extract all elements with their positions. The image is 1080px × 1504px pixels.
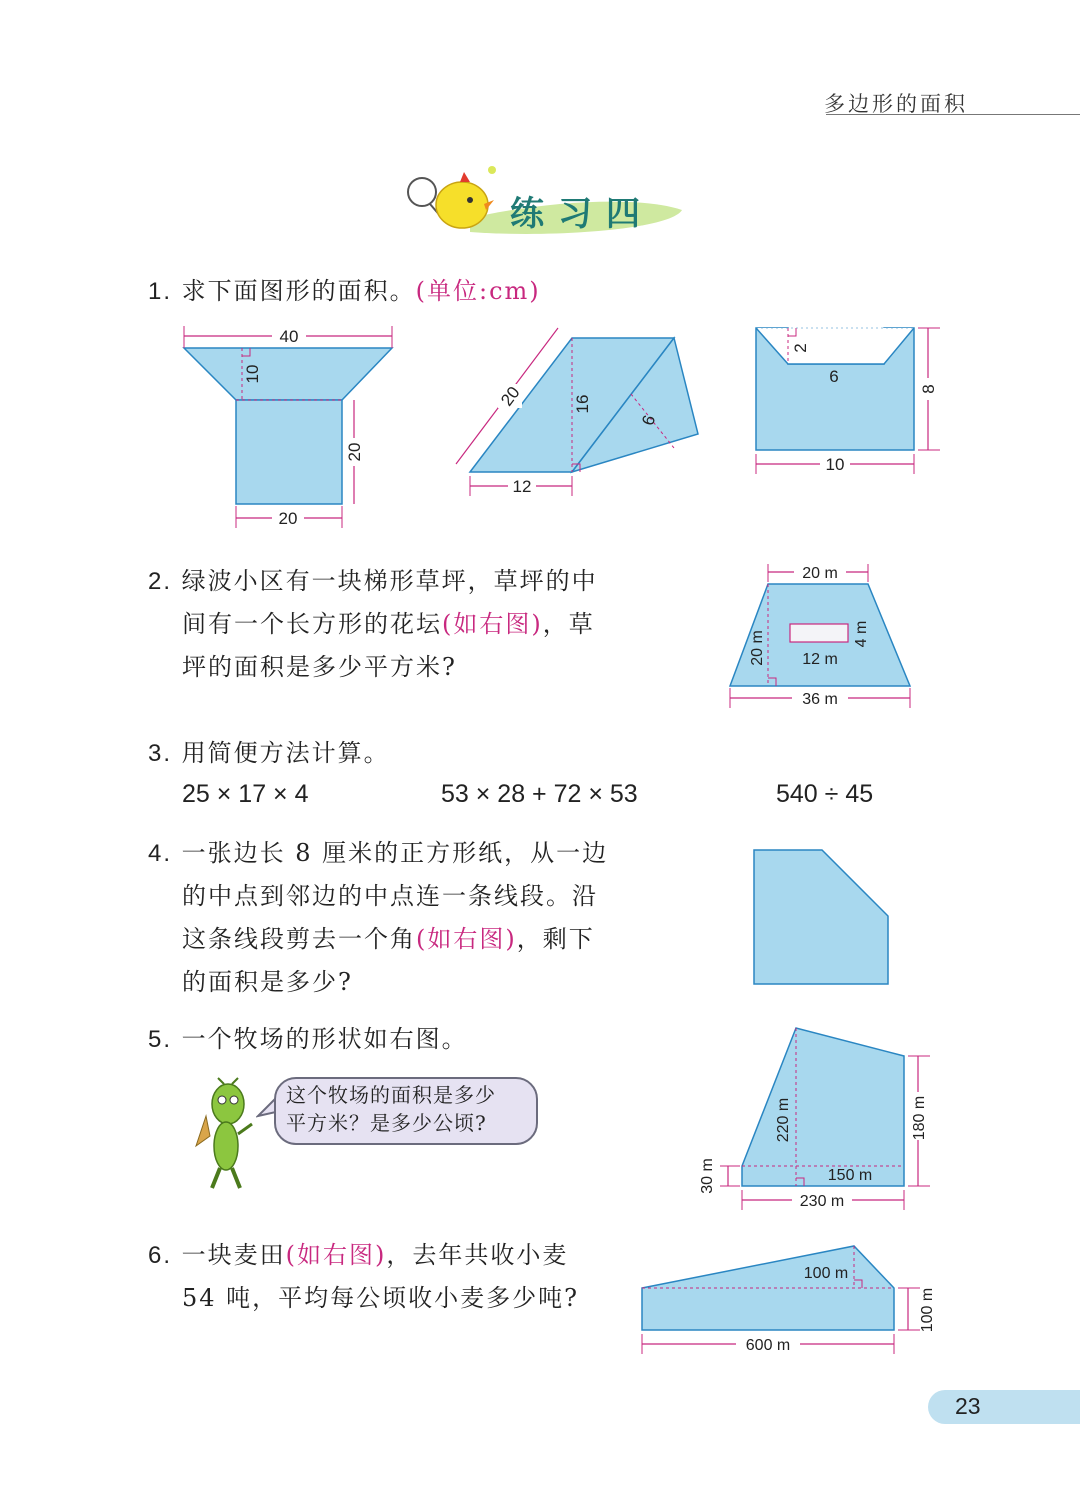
figure-4 — [748, 844, 898, 992]
dim-top: 20 m — [802, 565, 838, 582]
dim-notch: 2 — [791, 343, 810, 353]
dim-left-height: 30 m — [699, 1158, 716, 1194]
dim-bottom: 36 m — [802, 691, 838, 708]
question-6: 6. 一块麦田(如右图)，去年共收小麦 54 吨，平均每公顷收小麦多少吨? — [148, 1241, 580, 1312]
dim-rect-width: 12 m — [802, 651, 838, 668]
dim-width: 10 — [825, 455, 845, 474]
expression-2: 53 × 28 + 72 × 53 — [441, 780, 638, 808]
page-number: 23 — [955, 1393, 981, 1419]
question-4: 4. 一张边长 8 厘米的正方形纸，从一边 的中点到邻边的中点连一条线段。沿 这条线段剪去一个角(如右图)，剩下 的面积是多少? — [148, 839, 609, 996]
dim-rect-height: 4 m — [853, 620, 870, 648]
dim-height: 16 — [573, 394, 592, 414]
dim-main-height: 220 m — [775, 1097, 792, 1143]
figure-6 — [636, 1238, 946, 1360]
dim-height: 8 — [919, 384, 938, 394]
dim-slant: 20 — [497, 383, 524, 410]
page-number-tab — [928, 1390, 1080, 1424]
dim-inner-width: 150 m — [827, 1167, 873, 1184]
figure-1a — [176, 318, 406, 534]
figure-2 — [722, 558, 922, 714]
chick-mascot-icon — [408, 166, 496, 228]
question-3: 3. 用简便方法计算。 — [148, 739, 390, 767]
figure-1c — [748, 318, 948, 478]
dim-bottom: 600 m — [745, 1337, 791, 1354]
running-header: 多边形的面积 — [824, 92, 968, 116]
dim-right-height: 20 — [345, 442, 364, 462]
figure-5 — [692, 1020, 942, 1214]
expression-1: 25 × 17 × 4 — [182, 780, 309, 808]
grasshopper-mascot-icon — [188, 1076, 268, 1192]
dim-bottom: 20 — [278, 509, 298, 528]
dim-height: 100 m — [919, 1287, 936, 1333]
figure-1b — [448, 318, 708, 498]
header-divider — [826, 114, 1080, 115]
dim-top: 100 m — [803, 1265, 849, 1282]
dim-height: 10 — [243, 364, 262, 384]
dim-perpendicular: 6 — [638, 412, 660, 428]
dim-bottom: 230 m — [799, 1193, 845, 1210]
dim-notch-width: 6 — [829, 367, 839, 386]
expression-3: 540 ÷ 45 — [776, 780, 874, 808]
dim-height: 20 m — [749, 630, 766, 666]
question-2: 2. 绿波小区有一块梯形草坪，草坪的中 间有一个长方形的花坛(如右图)，草 坪的面积是多少平方米? — [148, 567, 598, 681]
dim-base: 12 — [512, 477, 532, 496]
exercise-title: 练习四 — [510, 194, 654, 234]
dim-right-height: 180 m — [911, 1095, 928, 1141]
question-1: 1. 求下面图形的面积。(单位:cm) — [148, 277, 541, 305]
question-5: 5. 一个牧场的形状如右图。 — [148, 1025, 468, 1053]
dim-top: 40 — [279, 327, 299, 346]
speech-bubble-text: 这个牧场的面积是多少 平方米？是多少公顷? — [286, 1083, 496, 1135]
flowerbed-rect — [790, 624, 848, 642]
